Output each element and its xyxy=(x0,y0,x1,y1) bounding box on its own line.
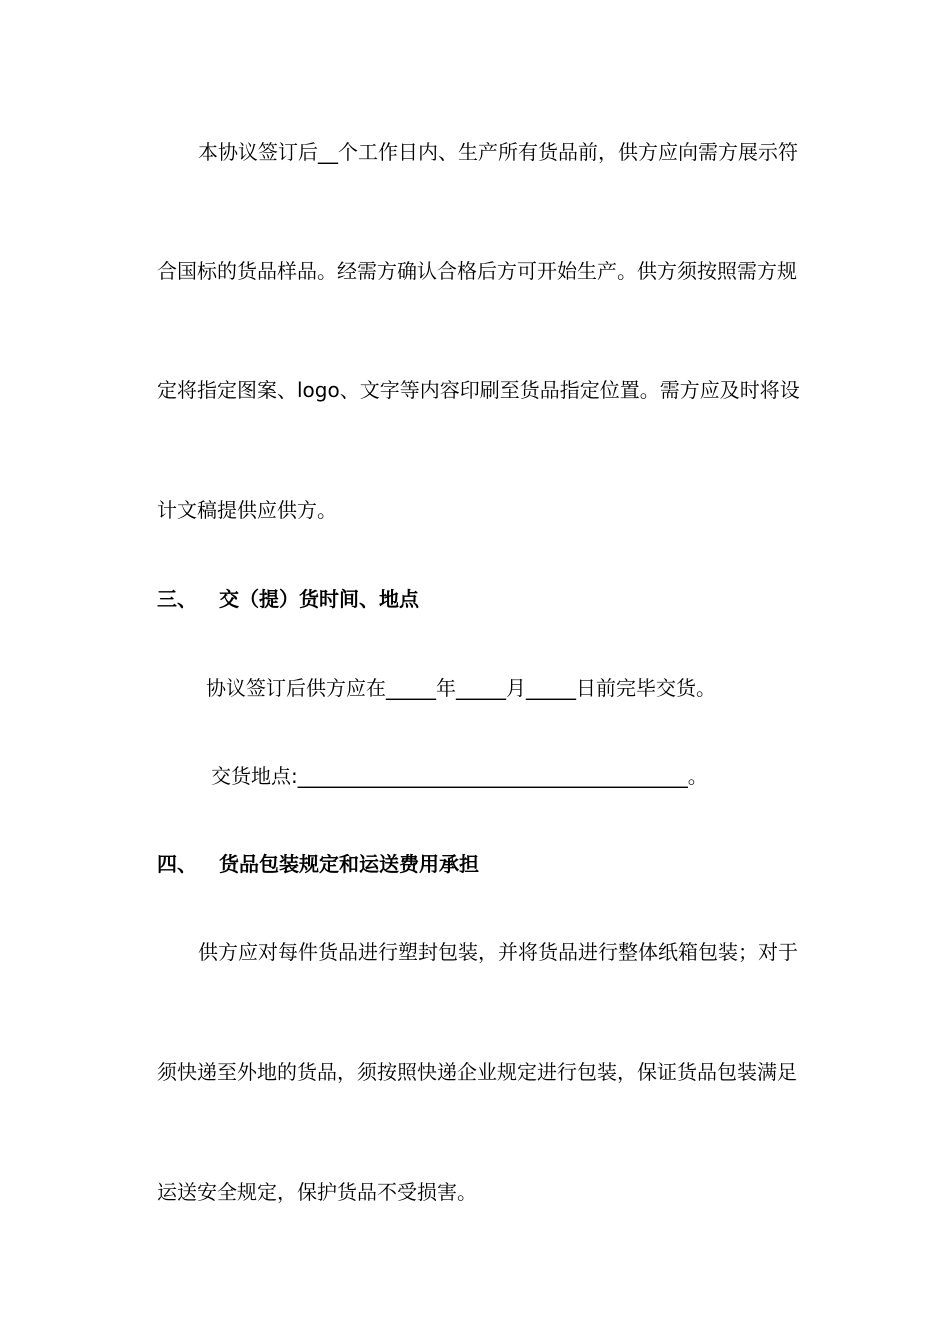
section-title: 货品包装规定和运送费用承担 xyxy=(219,852,479,876)
paragraph-line: 定将指定图案、logo、文字等内容印刷至货品指定位置。需方应及时将设 xyxy=(157,378,800,402)
paragraph-line: 供方应对每件货品进行塑封包装，并将货品进行整体纸箱包装；对于 xyxy=(198,940,798,964)
paragraph-line: 交货地点:_______________________________________。 xyxy=(211,764,708,788)
section-heading-3 xyxy=(157,587,419,611)
section-heading-4 xyxy=(157,852,479,876)
paragraph-line: 合国标的货品样品。经需方确认合格后方可开始生产。供方须按照需方规 xyxy=(157,259,797,283)
paragraph-line: 运送安全规定，保护货品不受损害。 xyxy=(157,1180,477,1204)
paragraph-line: 本协议签订后__个工作日内、生产所有货品前，供方应向需方展示符 xyxy=(198,140,798,164)
section-number: 三、 xyxy=(157,587,197,611)
section-number: 四、 xyxy=(157,852,197,876)
paragraph-line: 须快递至外地的货品，须按照快递企业规定进行包装，保证货品包装满足 xyxy=(157,1060,797,1084)
section-title: 交（提）货时间、地点 xyxy=(219,587,419,611)
paragraph-line: 协议签订后供方应在_____年_____月_____日前完毕交货。 xyxy=(206,676,716,700)
paragraph-line: 计文稿提供应供方。 xyxy=(157,498,337,522)
